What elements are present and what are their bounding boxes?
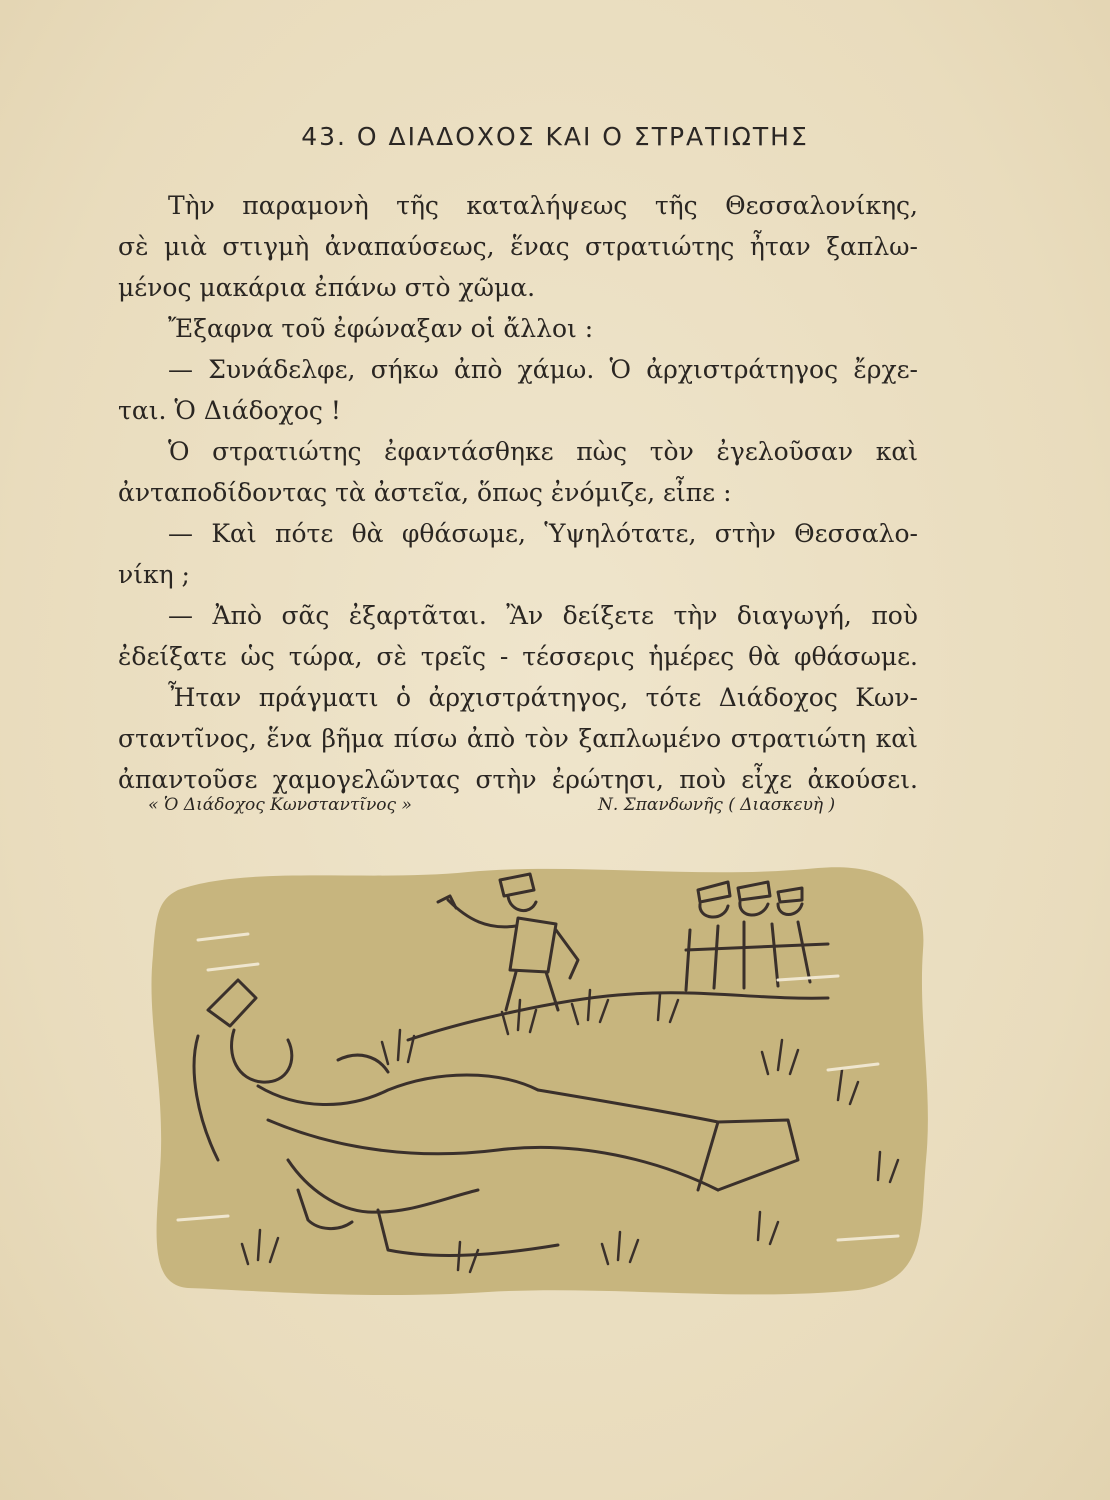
text-line: Ἦταν πράγματι ὁ ἀρχιστράτηγος, τότε Διάδοχος Κων- xyxy=(168,683,918,712)
text-line: Ὁ στρατιώτης ἐφαντάσθηκε πὼς τὸν ἐγελοῦσαν καὶ xyxy=(168,437,918,466)
text-line: μένος μακάρια ἐπάνω στὸ χῶμα. xyxy=(118,273,536,302)
text-line: σταντῖνος, ἕνα βῆμα πίσω ἀπὸ τὸν ξαπλωμένο στρατιώτη καὶ xyxy=(118,724,918,753)
text-line: σὲ μιὰ στιγμὴ ἀναπαύσεως, ἕνας στρατιώτης ἦταν ξαπλω- xyxy=(118,232,918,261)
source-book-title: « Ὁ Διάδοχος Κωνσταντῖνος » xyxy=(148,795,412,815)
text-line: — Συνάδελφε, σήκω ἀπὸ χάμω. Ὁ ἀρχιστράτηγος ἔρχε- xyxy=(168,355,918,384)
story-text xyxy=(118,185,918,800)
text-line: Ἔξαφνα τοῦ ἐφώναξαν οἱ ἄλλοι : xyxy=(168,314,594,343)
illustration-soldiers xyxy=(138,860,938,1300)
text-line: ται. Ὁ Διάδοχος ! xyxy=(118,396,341,425)
source-author: Ν. Σπανδωνῆς ( Διασκευὴ ) xyxy=(598,795,836,815)
text-line: ἀπαντοῦσε χαμογελῶντας στὴν ἐρώτησι, ποὺ εἶχε ἀκούσει. xyxy=(118,765,918,794)
text-line: — Καὶ πότε θὰ φθάσωμε, Ὑψηλότατε, στὴν Θεσσαλο- xyxy=(168,519,918,548)
chapter-title: 43. Ο ΔΙΑΔΟΧΟΣ ΚΑΙ Ο ΣΤΡΑΤΙΩΤΗΣ xyxy=(301,122,809,151)
text-line: ἀνταποδίδοντας τὰ ἀστεῖα, ὅπως ἐνόμιζε, εἶπε : xyxy=(118,478,732,507)
text-line: — Ἀπὸ σᾶς ἐξαρτᾶται. Ἂν δείξετε τὴν διαγωγή, ποὺ xyxy=(168,601,918,630)
text-line: Τὴν παραμονὴ τῆς καταλήψεως τῆς Θεσσαλονίκης, xyxy=(168,191,918,220)
text-line: ἐδείξατε ὡς τώρα, σὲ τρεῖς - τέσσερις ἡμέρες θὰ φθάσωμε. xyxy=(118,642,918,671)
text-line: νίκη ; xyxy=(118,560,190,589)
